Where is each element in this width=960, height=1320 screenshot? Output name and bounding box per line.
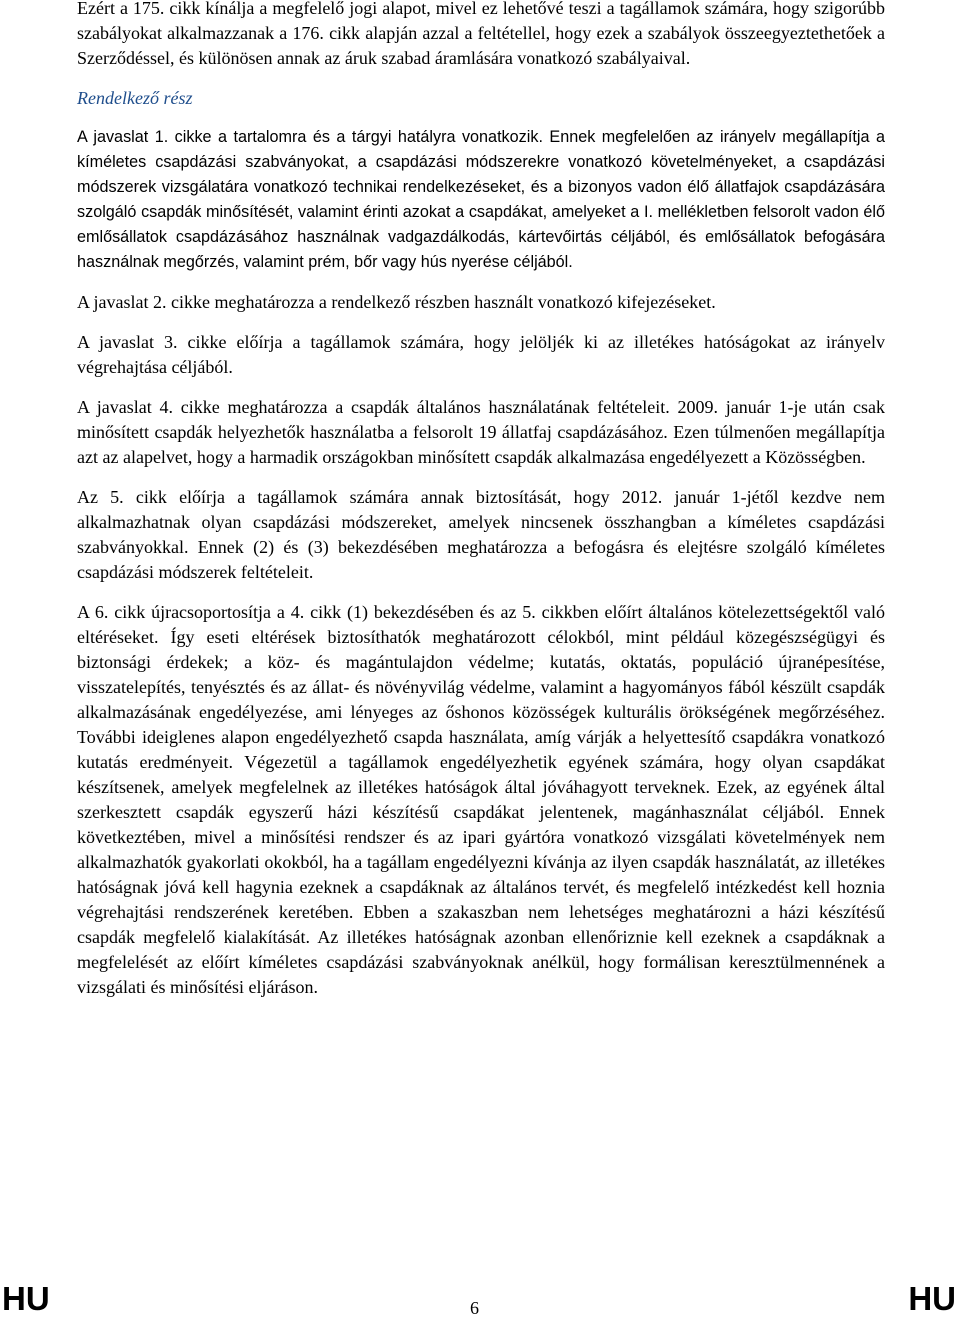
- paragraph-article-5: Az 5. cikk előírja a tagállamok számára annak biztosítását, hogy 2012. január 1-jétől kezdve nem alkalmazhatnak olyan csapdázási módszereket, amelyek nincsenek összhangban a kíméletes csapdázási szabványokkal. Ennek (2) és (3) bekezdésében meghatározza a befogásra és elejtésre szolgáló kíméletes csapdázási módszerek feltételeit.: [77, 487, 885, 582]
- footer-language-label-right: HU: [908, 1280, 956, 1317]
- section-heading: Rendelkező rész: [77, 88, 193, 108]
- document-body: [77, 0, 885, 1015]
- paragraph-article-4: A javaslat 4. cikke meghatározza a csapdák általános használatának feltételeit. 2009. január 1-je után csak minősített csapdák helyezhetők használatba a felsorolt 19 állatfaj csapdázásához. Ezen túlmenően megállapítja azt az alapelvet, hogy a harmadik országokban minősített csapdák alkalmazása engedélyezett a Közösségben.: [77, 397, 885, 467]
- footer-language-label-left: HU: [2, 1280, 50, 1317]
- paragraph-article-1: A javaslat 1. cikke a tartalomra és a tárgyi hatályra vonatkozik. Ennek megfelelően az irányelv megállapítja a kíméletes csapdázási szabványokat, a csapdázási módszerekre vonatkozó követelményeket, a csapdázási módszerek vizsgálatára vonatkozó technikai rendelkezéseket, és a bizonyos vadon élő állatfajok csapdázására szolgáló csapdák minősítését, valamint érinti azokat a csapdákat, amelyeket a I. mellékletben felsorolt vadon élő emlősállatok csapdázásához használnak vadgazdálkodás, kártevőirtás céljából, és emlősállatok befogására használnak megőrzés, valamint prém, bőr vagy hús nyerése céljából.: [77, 128, 885, 271]
- paragraph-article-2: A javaslat 2. cikke meghatározza a rendelkező részben használt vonatkozó kifejezéseket.: [77, 292, 716, 312]
- page-number: 6: [470, 1298, 479, 1318]
- paragraph-article-6: A 6. cikk újracsoportosítja a 4. cikk (1) bekezdésében és az 5. cikkben előírt általános kötelezettségektől való eltéréseket. Így eseti eltérések biztosíthatók meghatározott célokból, mint például közegészségügyi és biztonsági érdekek; a köz- és magántulajdon védelme; kutatás, oktatás, populáció újranépesítése, visszatelepítés, tenyésztés és az állat- és növényvilág védelme, valamint a hagyományos fából készült csapdák alkalmazásának engedélyezése, ami lényeges az őshonos közösségek kulturális örökségének megőrzéséhez. További ideiglenes alapon engedélyezhető csapda használata, amíg várják a helyettesítő csapdákra vonatkozó kutatás eredményeit. Végezetül a tagállamok engedélyezhetik egyének számára, hogy olyan csapdákat készítsenek, amelyek megfelelnek az illetékes hatóságok által jóváhagyott terveknek. Ezek, az egyének által szerkesztett csapdák egyszerű házi készítésű csapdákat jelentenek, magánhasználat céljából. Ennek következtében, mivel a minősítési rendszer és az ipari gyártóra vonatkozó vizsgálati követelmények nem alkalmazhatók gyakorlati okokból, ha a tagállam engedélyezni kívánja az ilyen csapdák használatát, az illetékes hatóságnak jóvá kell hagynia ezeknek a csapdáknak az általános tervét, és megfelelő intézkedést kell hoznia végrehajtási rendszerének keretében. Ebben a szakaszban nem lehetséges meghatározni a házi készítésű csapdák megfelelő kialakítását. Az illetékes hatóságnak azonban ellenőriznie kell ezeknek a csapdáknak a megfelelését az előírt kíméletes csapdázási szabványoknak anélkül, hogy formálisan keresztülmennének a vizsgálati és minősítési eljáráson.: [77, 602, 885, 997]
- paragraph-article-3: A javaslat 3. cikke előírja a tagállamok számára, hogy jelöljék ki az illetékes hatóságokat az irányelv végrehajtása céljából.: [77, 332, 885, 377]
- intro-paragraph: Ezért a 175. cikk kínálja a megfelelő jogi alapot, mivel ez lehetővé teszi a tagállamok számára, hogy szigorúbb szabályokat alkalmazzanak a 176. cikk alapján azzal a feltétellel, hogy ezek a szabályok összeegyeztethetőek a Szerződéssel, és különösen annak az áruk szabad áramlására vonatkozó szabályaival.: [77, 0, 885, 68]
